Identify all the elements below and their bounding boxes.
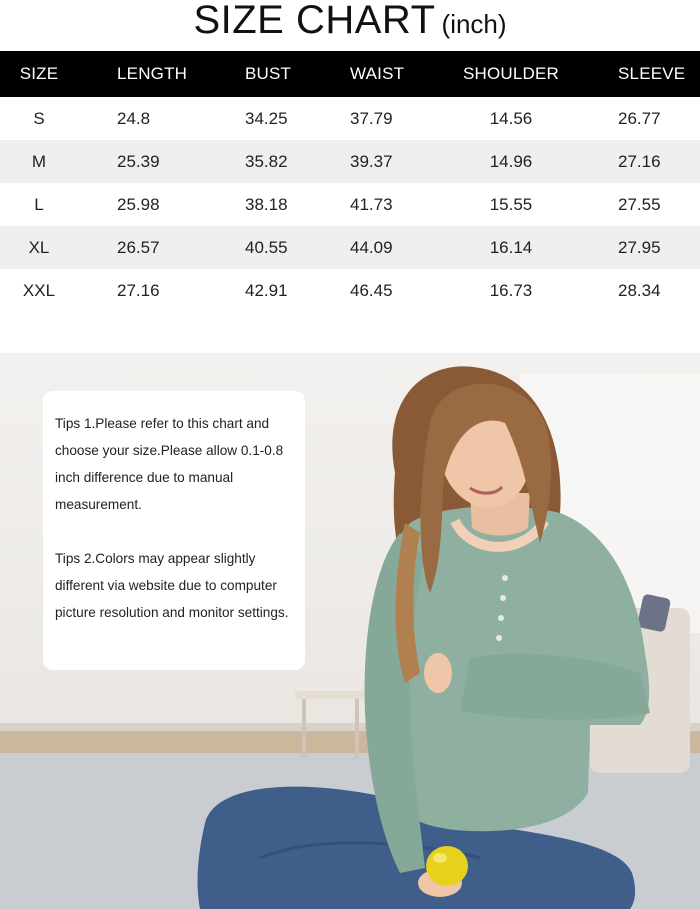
cell-size: XL — [28, 237, 50, 257]
cell-bust: 42.91 — [245, 280, 288, 300]
size-chart-table — [0, 51, 700, 312]
cell-size: M — [31, 151, 47, 171]
tip-1: Tips 1.Please refer to this chart and choose your size.Please allow 0.1-0.8 inch difference due to manual measurement. — [55, 416, 284, 512]
cell-size: L — [34, 194, 44, 214]
table-row — [0, 269, 700, 312]
header-sleeve: SLEEVE — [618, 64, 686, 83]
cell-waist: 37.79 — [350, 108, 393, 128]
size-chart-title — [0, 0, 700, 50]
header-shoulder: SHOULDER — [462, 64, 560, 83]
title-main: SIZE CHART — [193, 0, 436, 42]
cell-waist: 41.73 — [350, 194, 393, 214]
header-bust: BUST — [245, 64, 292, 83]
cell-length: 25.98 — [117, 194, 160, 214]
table-row — [0, 140, 700, 183]
header-waist: WAIST — [350, 64, 405, 83]
cell-size: S — [33, 108, 45, 128]
cell-sleeve: 27.95 — [618, 237, 661, 257]
cell-length: 25.39 — [117, 151, 160, 171]
tip-2: Tips 2.Colors may appear slightly different via website due to computer picture resolution and monitor settings. — [55, 551, 289, 620]
table-row — [0, 97, 700, 140]
cell-waist: 46.45 — [350, 280, 393, 300]
table-row — [0, 183, 700, 226]
cell-waist: 44.09 — [350, 237, 393, 257]
cell-bust: 34.25 — [245, 108, 288, 128]
title-unit: (inch) — [441, 9, 507, 39]
header-length: LENGTH — [117, 64, 188, 83]
table-header-row — [0, 51, 700, 97]
cell-bust: 38.18 — [245, 194, 288, 214]
header-size: SIZE — [19, 64, 59, 83]
cell-sleeve: 27.55 — [618, 194, 661, 214]
cell-sleeve: 26.77 — [618, 108, 661, 128]
cell-sleeve: 27.16 — [618, 151, 661, 171]
table-row — [0, 226, 700, 269]
cell-length: 27.16 — [117, 280, 160, 300]
cell-shoulder: 15.55 — [489, 194, 533, 214]
cell-waist: 39.37 — [350, 151, 393, 171]
cell-size: XXL — [22, 280, 56, 300]
cell-length: 26.57 — [117, 237, 160, 257]
cell-bust: 40.55 — [245, 237, 288, 257]
cell-shoulder: 16.14 — [489, 237, 533, 257]
cell-length: 24.8 — [117, 108, 151, 128]
cell-shoulder: 14.56 — [489, 108, 533, 128]
tips-box — [43, 391, 305, 670]
cell-bust: 35.82 — [245, 151, 288, 171]
cell-shoulder: 16.73 — [489, 280, 533, 300]
cell-sleeve: 28.34 — [618, 280, 661, 300]
cell-shoulder: 14.96 — [489, 151, 533, 171]
